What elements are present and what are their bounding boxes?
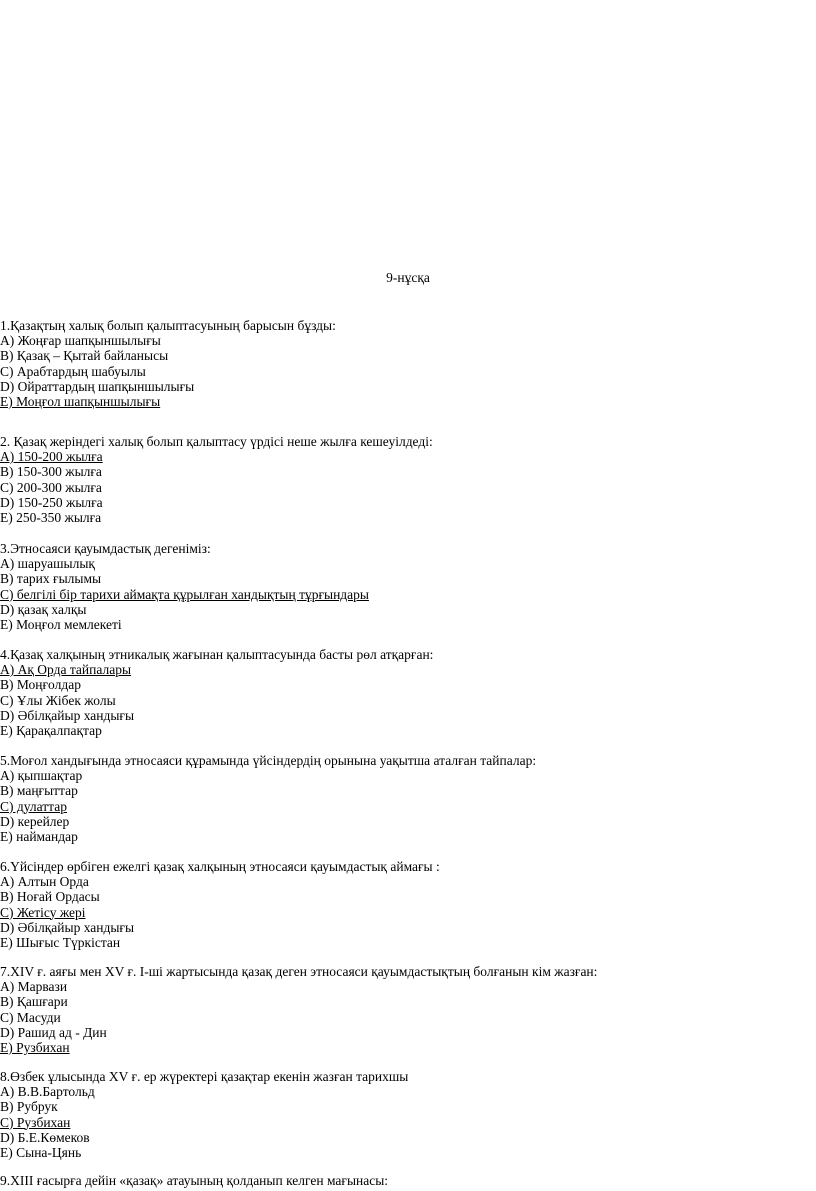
answer-option-correct: Е) Моңғол шапқыншылығы [0,393,161,409]
question-text: 8.Өзбек ұлысында XV ғ. ер жүректері қазақтар екенін жазған тарихшы [0,1069,409,1084]
option-line [0,617,800,632]
option-line [0,1025,800,1040]
option-line [0,979,800,994]
option-line [0,920,800,935]
answer-option: А) В.В.Бартольд [0,1084,95,1100]
option-line [0,394,800,409]
option-line [0,556,800,571]
option-line [0,935,800,950]
answer-option-correct: Е) Рузбихан [0,1039,70,1055]
question-3 [0,541,800,632]
answer-option: А) Марвази [0,979,68,995]
answer-option: D) керейлер [0,813,70,829]
answer-option-correct: С) Рузбихан [0,1114,71,1130]
answer-option: В) Рубрук [0,1099,58,1115]
answer-option: С) Масуди [0,1009,61,1025]
option-line [0,708,800,723]
option-line [0,1130,800,1145]
option-line [0,348,800,363]
option-line [0,723,800,738]
answer-option: D) Рашид ад - Дин [0,1024,107,1040]
answer-option: С) Арабтардың шабуылы [0,363,146,379]
question-text: 4.Қазақ халқының этникалық жағынан қалыптасуында басты рөл атқарған: [0,647,434,662]
answer-option: В) тарих ғылымы [0,571,102,587]
page-title: 9-нұсқа [386,270,430,285]
option-line [0,783,800,798]
answer-option: Е) Шығыс Түркістан [0,934,121,950]
answer-option: А) қыпшақтар [0,768,83,784]
answer-option: D) Б.Е.Көмеков [0,1129,90,1145]
option-line [0,364,800,379]
question-text: 3.Этносаяси қауымдастық дегеніміз: [0,541,211,556]
option-line [0,693,800,708]
answer-option: В) Ноғай Ордасы [0,889,100,905]
option-line [0,662,800,677]
option-line [0,829,800,844]
answer-option: С) 200-300 жылға [0,479,102,495]
option-line [0,677,800,692]
option-line [0,379,800,394]
option-line [0,1115,800,1130]
question-text: 7.XIV ғ. аяғы мен XV ғ. І-ші жартысында қазақ деген этносаяси қауымдастықтың болғанын кім жазған: [0,964,598,979]
answer-option: D) 150-250 жылға [0,494,103,510]
question-text: 2. Қазақ жеріндегі халық болып қалыптасу үрдісі неше жылға кешеуілдеді: [0,434,433,449]
question-6 [0,859,800,950]
answer-option: D) қазақ халқы [0,601,87,617]
option-line [0,480,800,495]
answer-option: В) 150-300 жылға [0,464,102,480]
option-line [0,799,800,814]
question-text: 9.ХІІІ ғасырға дейін «қазақ» атауының қолданып келген мағынасы: [0,1173,389,1188]
question-text: 1.Қазақтың халық болып қалыптасуының барысын бұзды: [0,318,336,333]
answer-option: В) Қашғари [0,994,68,1010]
option-line [0,464,800,479]
question-9 [0,1173,800,1188]
option-line [0,1084,800,1099]
option-line [0,587,800,602]
question-8 [0,1069,800,1160]
question-5 [0,753,800,844]
question-2 [0,434,800,525]
answer-option: А) Жоңғар шапқыншылығы [0,333,161,349]
answer-option-correct: С) белгілі бір тарихи аймақта құрылған хандықтың тұрғындары [0,586,369,602]
question-4 [0,647,800,738]
option-line [0,1099,800,1114]
answer-option: В) Қазақ – Қытай байланысы [0,348,169,364]
option-line [0,333,800,348]
answer-option: В) маңғыттар [0,783,78,799]
answer-option-correct: С) дулаттар [0,798,67,814]
option-line [0,768,800,783]
answer-option: С) Ұлы Жібек жолы [0,692,116,708]
option-line [0,449,800,464]
option-line [0,510,800,525]
option-line [0,1010,800,1025]
answer-option: Е) наймандар [0,828,78,844]
answer-option: Е) 250-350 жылға [0,509,102,525]
option-line [0,905,800,920]
answer-option: D) Ойраттардың шапқыншылығы [0,378,195,394]
option-line [0,874,800,889]
answer-option: Е) Моңғол мемлекеті [0,616,122,632]
question-text: 5.Моғол хандығында этносаяси құрамында үйсіндердің орынына уақытша аталған тайпалар: [0,753,537,768]
option-line [0,602,800,617]
answer-option: D) Әбілқайыр хандығы [0,919,135,935]
option-line [0,495,800,510]
option-line [0,1145,800,1160]
option-line [0,814,800,829]
option-line [0,994,800,1009]
option-line [0,1040,800,1055]
question-7 [0,964,800,1055]
answer-option-correct: А) 150-200 жылға [0,449,103,465]
answer-option: Е) Қарақалпақтар [0,722,102,738]
answer-option: А) Алтын Орда [0,874,89,890]
option-line [0,571,800,586]
answer-option: Е) Сына-Цянь [0,1144,82,1160]
question-text: 6.Үйсіндер өрбіген ежелгі қазақ халқының этносаяси қауымдастық аймағы : [0,859,440,874]
answer-option: D) Әбілқайыр хандығы [0,707,135,723]
answer-option-correct: С) Жетісу жері [0,904,86,920]
question-1 [0,318,800,409]
answer-option: В) Моңғолдар [0,677,81,693]
option-line [0,889,800,904]
answer-option-correct: А) Ақ Орда тайпалары [0,662,132,678]
answer-option: А) шаруашылық [0,556,95,572]
